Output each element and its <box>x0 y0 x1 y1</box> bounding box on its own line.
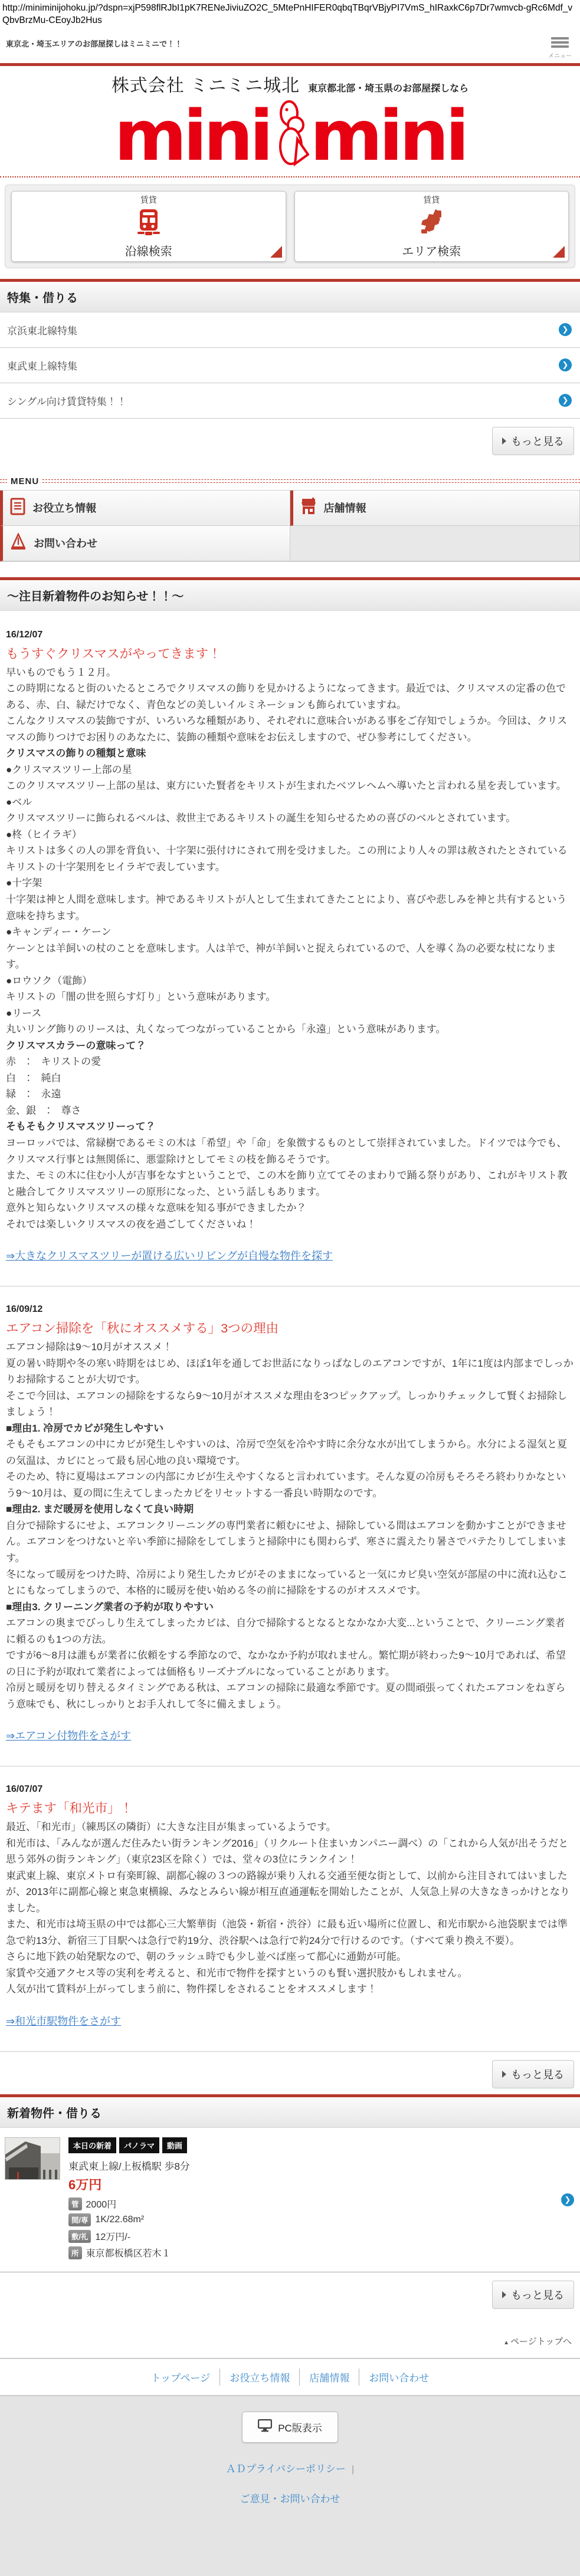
menu-section-header <box>0 476 580 486</box>
news-section-title: ～注目新着物件のお知らせ！！～ <box>0 577 580 611</box>
article-aircon <box>6 1302 574 1762</box>
article-divider <box>0 1286 580 1287</box>
feature-list <box>0 312 580 419</box>
up-triangle-icon: ▲ <box>503 2340 509 2346</box>
mascot-icon <box>271 98 309 175</box>
site-tagline: 東京北・埼玉エリアのお部屋探しはミニミニで！！ <box>6 35 182 49</box>
footer-nav <box>0 2358 580 2396</box>
article-paragraph: 自分で掃除するにせよ、エアコンクリーニングの専門業者に頼むにせよ、掃除している間はエアコンを動かすことができません。エアコンをつけないと辛い季節に掃除をしてしまうと掃除中にも関わらず、寒さに震えたり暑さでバテたりしてしまいます。 <box>6 1518 574 1567</box>
browser-url-text: http://miniminijohoku.jp/?dspn=xjP598flRJbI1pK7RENeJiviuZO2C_5MtePnHIFER0qbqTBqrVBjyPI7VmS_hIRaxkC6p7Dr7wmvcb-gRc6Mdf_vQbvBrzMu-CEoyJb2Hus <box>0 0 580 28</box>
ornament-name: ●十字架 <box>6 875 574 891</box>
color-meaning-line: 緑 ： 永遠 <box>6 1086 574 1103</box>
site-header <box>0 66 580 175</box>
play-triangle-icon <box>502 437 506 445</box>
menu-item-label: 店舗情報 <box>324 500 366 515</box>
article-paragraph: こんなクリスマスの装飾ですが、いろいろな種類があり、それぞれに意味合いがある事をご存知でしょうか。今回は、クリスマスの飾りつけでお困りのあなたに、装飾の種類や意味をお伝えしますので、ぜひ参考にしてください。 <box>6 713 574 745</box>
article-subheading: ■理由2. まだ暖房を使用しなくて良い時期 <box>6 1501 574 1518</box>
article-paragraph: そのため、特に夏場はエアコンの内部にカビが生えやすくなると言われています。そんな夏の冷房もそろそろ終わりかなという9～10月は、夏の間に生えてしまったカビをリセットする一番良い時期なのです。 <box>6 1469 574 1501</box>
color-meaning-line: 赤 ： キリストの愛 <box>6 1054 574 1070</box>
article-paragraph: 冷房と暖房を切り替えるタイミングである秋は、エアコンの掃除に最適な季節です。夏の間頑張ってくれたエアコンをねぎらう意味でも、秋にしっかりとお手入れして冬に備えましょう。 <box>6 1680 574 1712</box>
ornament-desc: 十字架は神と人間を意味します。神であるキリストが人として生まれてきたことにより、喜びや悲しみを神と共有するという意味を持ちます。 <box>6 891 574 924</box>
property-spec-layout <box>68 2213 190 2226</box>
document-icon <box>10 498 25 518</box>
menu-item-useful-info[interactable] <box>0 491 290 526</box>
rent-tag: 賃貸 <box>140 194 157 206</box>
spec-value: 1K/22.68m² <box>95 2215 144 2225</box>
article-date: 16/09/12 <box>6 1302 574 1317</box>
property-price: 6万円 <box>68 2175 190 2193</box>
article-subheading: ■理由1. 冷房でカビが発生しやすい <box>6 1420 574 1437</box>
chevron-right-icon: ❯ <box>559 394 572 407</box>
train-icon <box>135 208 162 239</box>
article-subheading: クリスマスカラーの意味って？ <box>6 1038 574 1054</box>
article-subheading: そもそもクリスマスツリーって？ <box>6 1118 574 1135</box>
ornament-desc: クリスマスツリーに飾られるベルは、救世主であるキリストの誕生を知らせるための喜びのベルとされています。 <box>6 810 574 827</box>
article-title: エアコン掃除を「秋にオススメする」3つの理由 <box>6 1318 574 1339</box>
spec-value: 12万円/- <box>95 2229 130 2243</box>
color-meaning-line: 白 ： 純白 <box>6 1070 574 1087</box>
feature-item-label: 京浜東北線特集 <box>7 325 77 337</box>
company-name: 株式会社 ミニミニ城北 <box>112 71 300 97</box>
article-paragraph: 最近、「和光市」（練馬区の隣街）に大きな注目が集まっているようです。 <box>6 1819 574 1835</box>
menu-item-contact[interactable] <box>0 526 290 561</box>
menu-button-label: メニュー <box>548 51 572 60</box>
feature-item-label: シングル向け賃貸特集！！ <box>7 396 127 407</box>
article-paragraph: さらに地下鉄の始発駅なので、朝のラッシュ時でも少し並べば座って都心に通勤が可能。 <box>6 1949 574 1965</box>
article-title: キテます「和光市」！ <box>6 1798 574 1819</box>
minimini-logo[interactable] <box>0 98 580 175</box>
feature-more-button[interactable] <box>492 427 574 455</box>
menu-item-shop-info[interactable] <box>290 491 580 526</box>
footer-nav-top[interactable]: トップページ <box>142 2368 220 2386</box>
article-subheading: ■理由3. クリーニング業者の予約が取りやすい <box>6 1599 574 1616</box>
article-christmas <box>6 627 574 1282</box>
property-route: 東武東上線/上板橋駅 歩8分 <box>68 2158 190 2173</box>
property-spec-deposit <box>68 2229 190 2243</box>
menu-item-label: お問い合わせ <box>34 535 97 551</box>
article-subheading: クリスマスの飾りの種類と意味 <box>6 745 574 762</box>
article-date: 16/07/07 <box>6 1782 574 1797</box>
page-top-label: ページトップへ <box>510 2337 572 2347</box>
hamburger-icon <box>551 35 569 50</box>
more-button-label: もっと見る <box>511 2067 564 2082</box>
page-top-link[interactable] <box>503 2335 572 2347</box>
properties-more-button[interactable] <box>492 2281 574 2309</box>
more-button-label: もっと見る <box>511 2287 564 2302</box>
area-search-label: エリア検索 <box>402 242 461 259</box>
article-paragraph: ヨーロッパでは、常緑樹であるモミの木は「希望」や「命」を象徴するものとして崇拝されていました。ドイツでは今でも、クリスマス行事とは無関係に、悪霊除けとしてモミの枝を飾るそうです。 <box>6 1135 574 1167</box>
feature-item-tobu-tojo[interactable] <box>0 348 580 383</box>
article-paragraph: 冬になって暖房をつけた時、冷房により発生したカビがそのままになっていると一気にカビ臭い空気が部屋の中に流れ込むことにもなってしまうので、本格的に暖房を使い始める冬の前に掃除をするのがオススメです。 <box>6 1567 574 1599</box>
play-triangle-icon <box>502 2071 506 2078</box>
store-icon <box>300 498 317 518</box>
menu-button[interactable] <box>548 35 572 60</box>
article-paragraph: また、和光市は埼玉県の中では都心三大繁華街（池袋・新宿・渋谷）に最も近い場所に位置し、和光市駅から池袋駅までは準急で約13分、新宿三丁目駅へは急行で約19分、渋谷駅へは急行で約24分で行けるのです。（すべて乗り換え不要）。 <box>6 1916 574 1949</box>
top-bar <box>0 28 580 63</box>
footer <box>0 2396 580 2576</box>
corner-triangle-icon <box>270 246 282 258</box>
property-listing-row[interactable] <box>0 2128 580 2272</box>
ornament-name: ●ロウソク（電飾） <box>6 973 574 989</box>
privacy-policy-link[interactable]: ＡＤプライバシーポリシー <box>226 2463 346 2475</box>
ornament-desc: このクリスマスツリー上部の星は、東方にいた賢者をキリストが生まれたベツレヘムへ導いたと言われる星を表しています。 <box>6 778 574 794</box>
search-panel <box>5 185 575 268</box>
article-wakoshi <box>6 1782 574 2048</box>
property-spec-address <box>68 2246 190 2259</box>
menu-empty-cell <box>290 526 580 561</box>
footer-nav-shop-info[interactable]: 店舗情報 <box>300 2368 359 2386</box>
link-separator: | <box>352 2465 354 2475</box>
property-photo <box>5 2137 60 2180</box>
ornament-name: ●クリスマスツリー上部の星 <box>6 762 574 778</box>
chevron-right-icon: ❯ <box>559 323 572 336</box>
christmas-property-link[interactable]: ⇒大きなクリスマスツリーが置ける広いリビングが自慢な物件を探す <box>6 1248 333 1265</box>
footer-nav-useful-info[interactable]: お役立ち情報 <box>220 2368 300 2386</box>
ornament-name: ●リース <box>6 1005 574 1022</box>
feature-item-single[interactable] <box>0 383 580 419</box>
news-more-button[interactable] <box>492 2060 574 2088</box>
play-triangle-icon <box>502 2291 506 2298</box>
wakoshi-property-link[interactable]: ⇒和光市駅物件をさがす <box>6 2013 121 2030</box>
feedback-contact-link[interactable]: ご意見・お問い合わせ <box>240 2493 340 2505</box>
area-search-button[interactable] <box>294 191 569 262</box>
more-button-label: もっと見る <box>511 433 564 449</box>
spec-value: 東京都板橋区若木１ <box>86 2246 171 2259</box>
ornament-desc: キリストの「闇の世を照らす灯り」という意味があります。 <box>6 989 574 1005</box>
article-paragraph: そもそもエアコンの中にカビが発生しやすいのは、冷房で空気を冷やす時に余分な水が出てしまうから。水分による湿気と夏の気温は、カビにとって最も居心地の良い環境です。 <box>6 1436 574 1469</box>
feature-item-keihin-tohoku[interactable] <box>0 312 580 348</box>
logo-text-left: mini <box>114 100 270 173</box>
article-paragraph: 家賃や交通アクセス等の実利を考えると、和光市で物件を探すというのも賢い選択肢かもしれません。 <box>6 1965 574 1982</box>
article-paragraph: また、モミの木に住む小人が吉事をなすということで、この木を飾り立ててそのまわりで踊る祭りがあり、これがキリスト教と融合してクリスマスツリーの原形になった、という話しもあります。 <box>6 1167 574 1200</box>
article-paragraph: そこで今回は、エアコンの掃除をするなら9～10月がオススメな理由を3つピックアップ。しっかりチェックして賢くお掃除しましょう！ <box>6 1388 574 1420</box>
article-paragraph: ですが6～8月は誰もが業者に依頼をする季節なので、なかなか予約が取れません。繁忙期が終わった9～10月であれば、希望の日に予約が取れて業者によっては価格もリーズナブルになっていることがあります。 <box>6 1647 574 1680</box>
color-meaning-line: 金、銀 ： 尊さ <box>6 1103 574 1119</box>
article-paragraph: エアコン掃除は9～10月がオススメ！ <box>6 1339 574 1356</box>
article-paragraph: 夏の暑い時期や冬の寒い時期をはじめ、ほぼ1年を通してお世話になりっぱなしのエアコンですが、1年に1度は内部までしっかりお掃除することが大切です。 <box>6 1356 574 1388</box>
article-date: 16/12/07 <box>6 627 574 643</box>
monitor-icon <box>258 2419 272 2435</box>
corner-triangle-icon <box>553 246 565 258</box>
aircon-property-link[interactable]: ⇒エアコン付物件をさがす <box>6 1728 131 1745</box>
panorama-badge: パノラマ <box>119 2137 159 2153</box>
feature-section-title: 特集・借りる <box>0 279 580 312</box>
ornament-name: ●ベル <box>6 794 574 811</box>
video-badge: 動画 <box>162 2137 187 2153</box>
logo-text-right: mini <box>310 100 466 173</box>
menu-grid <box>0 490 580 562</box>
spec-value: 2000円 <box>86 2197 117 2210</box>
address-badge: 所 <box>68 2246 82 2259</box>
route-search-label: 沿線検索 <box>125 242 172 259</box>
article-paragraph: 東武東上線、東京メトロ有楽町線、副都心線の３つの路線が乗り入れる交通至便な街として、以前から注目されてはいましたが、2013年に副都心線と東急東横線、みなとみらい線が相互直通運転を開始したことが、人気急上昇の大きなきっかけとなりました。 <box>6 1868 574 1917</box>
footer-nav-contact[interactable]: お問い合わせ <box>359 2368 438 2386</box>
property-info <box>68 2137 190 2262</box>
ornament-name: ●柊（ヒイラギ） <box>6 827 574 843</box>
pc-version-label: PC版表示 <box>278 2420 322 2434</box>
article-paragraph: 和光市は、「みんなが選んだ住みたい街ランキング2016」（リクルート住まいカンパニー調べ）の「これから人気が出そうだと思う郊外の街ランキング」（東京23区を除く）では、堂々の3位にランクイン！ <box>6 1835 574 1868</box>
ornament-desc: 丸いリング飾りのリースは、丸くなってつながっていることから「永遠」という意味があります。 <box>6 1021 574 1038</box>
property-spec-kanrihi <box>68 2197 190 2210</box>
article-paragraph: それでは楽しいクリスマスの夜を過ごしてくださいね！ <box>6 1216 574 1233</box>
feature-item-label: 東武東上線特集 <box>7 361 77 372</box>
route-search-button[interactable] <box>11 191 286 262</box>
article-title: もうすぐクリスマスがやってきます！ <box>6 644 574 664</box>
management-fee-badge: 管 <box>68 2197 82 2210</box>
news-articles <box>0 611 580 2052</box>
ornament-name: ●キャンディー・ケーン <box>6 924 574 940</box>
pc-version-button[interactable] <box>242 2411 338 2443</box>
dotted-red-divider <box>0 176 580 177</box>
properties-section-title: 新着物件・借りる <box>0 2094 580 2128</box>
article-paragraph: 人気が出て賃料が上がってしまう前に、物件探しをされることをオススメします！ <box>6 1981 574 1998</box>
rent-tag: 賃貸 <box>423 194 440 206</box>
layout-badge: 間/専 <box>68 2213 91 2226</box>
chevron-right-icon: ❯ <box>561 2193 574 2206</box>
article-paragraph: 意外と知らないクリスマスの様々な意味を知る事ができましたか？ <box>6 1200 574 1216</box>
menu-item-label: お役立ち情報 <box>32 500 96 515</box>
pen-paper-icon <box>10 533 27 554</box>
area-map-icon <box>418 208 445 239</box>
ornament-desc: ケーンとは羊飼いの杖のことを意味します。人は羊で、神が羊飼いと捉えられているので、人を導く為の必要な杖になります。 <box>6 940 574 973</box>
chevron-right-icon: ❯ <box>559 358 572 371</box>
deposit-badge: 敷/礼 <box>68 2230 91 2243</box>
ornament-desc: キリストは多くの人の罪を背負い、十字架に張付けにされて刑を受けました。この刑により人々の罪は赦されたとされているキリストの十字架刑をヒイラギで表しています。 <box>6 843 574 875</box>
article-paragraph: 早いものでもう１２月。 <box>6 664 574 681</box>
menu-section-title: MENU <box>11 476 39 486</box>
article-paragraph: この時期になると街のいたるところでクリスマスの飾りを見かけるようになってきます。最近では、クリスマスの定番の色である、赤、白、緑だけでなく、青色などの美しいイルミネーションも飾られていますね。 <box>6 680 574 713</box>
article-paragraph: エアコンの奥までびっしり生えてしまったカビは、自分で掃除するとなるとなかなか大変...ということで、クリーニング業者に頼るのも1つの方法。 <box>6 1615 574 1647</box>
new-today-badge: 本日の新着 <box>68 2137 116 2153</box>
company-subtitle: 東京都北部・埼玉県のお部屋探しなら <box>308 81 468 94</box>
